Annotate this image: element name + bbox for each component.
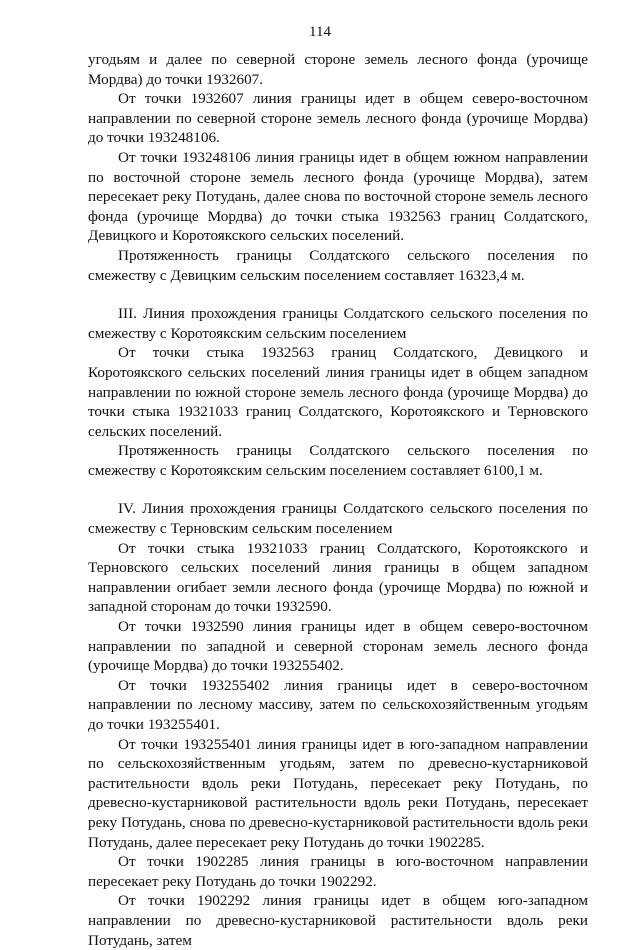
paragraph: Протяженность границы Солдатского сельского поселения по смежеству с Коротоякским сельским поселением составляет 6100,1 м. — [88, 442, 588, 479]
section-divider — [88, 480, 588, 499]
paragraph: Протяженность границы Солдатского сельского поселения по смежеству с Девицким сельским поселением составляет 16323,4 м. — [88, 246, 588, 284]
paragraph: От точки стыка 1932563 границ Солдатского, Девицкого и Коротоякского сельских поселений линия границы идет в общем западном направлении по южной стороне земель лесного фонда (урочище Мордва) до точки стыка 19321033 границ Солдатского, Коротоякского и Терновского сельских поселений. — [88, 344, 588, 440]
section-heading: IV. Линия прохождения границы Солдатского сельского поселения по смежеству с Терновским сельским поселением — [88, 500, 588, 538]
paragraph: От точки 1902285 линия границы в юго-восточном направлении пересекает реку Потудань до точки 1902292. — [88, 853, 588, 890]
paragraph: От точки 193255401 линия границы идет в юго-западном направлении по сельскохозяйственным угодьям, затем по древесно-кустарниковой растительности вдоль реки Потудань, пересекает реку Потудань, по древесно-кустарниковой растительности вдоль реки Потудань, пересекает реку Потудань, снова по древесно-кустарниковой растительности вдоль реки Потудань, далее пересекает реку Потудань до точки 1902285. — [88, 735, 588, 851]
paragraph: От точки 193255402 линия границы идет в северо-восточном направлении по лесному массиву, затем по сельскохозяйственным угодьям до точки 193255401. — [88, 676, 588, 733]
paragraph: От точки стыка 19321033 границ Солдатского, Коротоякского и Терновского сельских поселений линия границы в общем западном направлении огибает земли лесного фонда (урочище Мордва) по южной и западной сторонам до точки 1932590. — [88, 539, 588, 616]
section-heading: III. Линия прохождения границы Солдатского сельского поселения по смежеству с Коротоякским сельским поселением — [88, 305, 588, 342]
paragraph: От точки 193248106 линия границы идет в общем южном направлении по восточной стороне земель лесного фонда (урочище Мордва), затем пересекает реку Потудань, далее снова по восточной стороне земель лесного фонда (урочище Мордва) до точки стыка 1932563 границ Солдатского, Девицкого и Коротоякского сельских поселений. — [88, 148, 588, 245]
paragraph-continuation: угодьям и далее по северной стороне земель лесного фонда (урочище Мордва) до точки 1932607. — [88, 51, 588, 88]
paragraph: От точки 1932590 линия границы идет в общем северо-восточном направлении по западной и северной сторонам земель лесного фонда (урочище Мордва) до точки 193255402. — [88, 618, 588, 675]
document-body — [88, 50, 588, 950]
page-number: 114 — [309, 24, 331, 40]
paragraph: От точки 1902292 линия границы идет в общем юго-западном направлении по древесно-кустарниковой растительности вдоль реки Потудань, затем — [88, 892, 588, 949]
section-divider — [88, 285, 588, 304]
paragraph: От точки 1932607 линия границы идет в общем северо-восточном направлении по северной стороне земель лесного фонда (урочище Мордва) до точки 193248106. — [88, 90, 588, 147]
